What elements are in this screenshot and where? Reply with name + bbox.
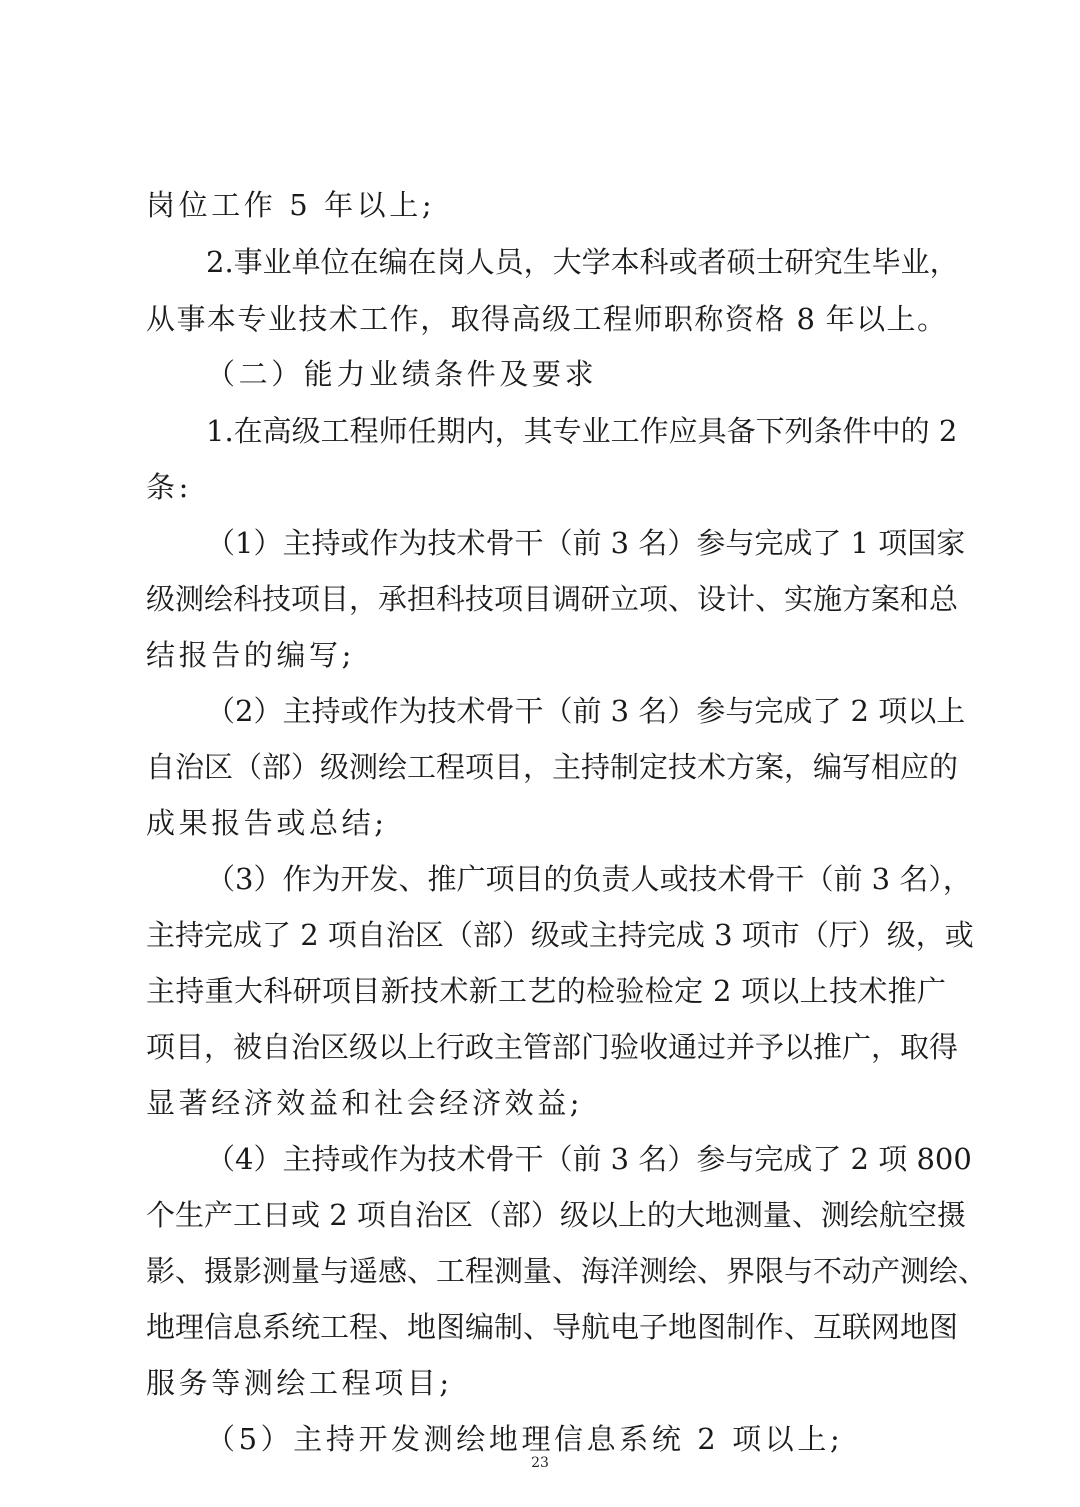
- page-number: 23: [531, 1455, 549, 1471]
- text-line: （4）主持或作为技术骨干（前 3 名）参与完成了 2 项 800: [206, 1142, 972, 1176]
- text-line: 1.在高级工程师任期内，其专业工作应具备下列条件中的 2: [206, 414, 958, 448]
- text-line: 显著经济效益和社会经济效益;: [146, 1086, 584, 1120]
- text-line: 成果报告或总结;: [146, 806, 388, 840]
- section-heading: （二）能力业绩条件及要求: [206, 357, 598, 391]
- text-line: 结报告的编写;: [146, 638, 355, 672]
- text-line: 主持重大科研项目新技术新工艺的检验检定 2 项以上技术推广: [146, 974, 946, 1008]
- text-line: （3）作为开发、推广项目的负责人或技术骨干（前 3 名），: [206, 862, 972, 896]
- text-line: 服务等测绘工程项目;: [146, 1366, 453, 1400]
- text-line: 从事本专业技术工作，取得高级工程师职称资格 8 年以上。: [146, 302, 946, 336]
- text-line: 地理信息系统工程、地图编制、导航电子地图制作、互联网地图: [146, 1310, 959, 1344]
- text-line: 自治区（部）级测绘工程项目，主持制定技术方案，编写相应的: [146, 750, 959, 784]
- text-line: （5）主持开发测绘地理信息系统 2 项以上;: [206, 1422, 844, 1456]
- text-line: 条:: [146, 470, 192, 504]
- text-line: 项目，被自治区级以上行政主管部门验收通过并予以推广，取得: [146, 1030, 959, 1064]
- text-line: 2.事业单位在编在岗人员，大学本科或者硕士研究生毕业，: [206, 245, 959, 279]
- text-line: （1）主持或作为技术骨干（前 3 名）参与完成了 1 项国家: [206, 526, 966, 560]
- text-line: 影、摄影测量与遥感、工程测量、海洋测绘、界限与不动产测绘、: [146, 1254, 988, 1288]
- text-line: 个生产工日或 2 项自治区（部）级以上的大地测量、测绘航空摄: [146, 1198, 966, 1232]
- text-line: 主持完成了 2 项自治区（部）级或主持完成 3 项市（厅）级，或: [146, 918, 974, 952]
- text-line: 级测绘科技项目，承担科技项目调研立项、设计、实施方案和总: [146, 582, 959, 616]
- text-line: （2）主持或作为技术骨干（前 3 名）参与完成了 2 项以上: [206, 694, 966, 728]
- text-line: 岗位工作 5 年以上;: [146, 188, 436, 222]
